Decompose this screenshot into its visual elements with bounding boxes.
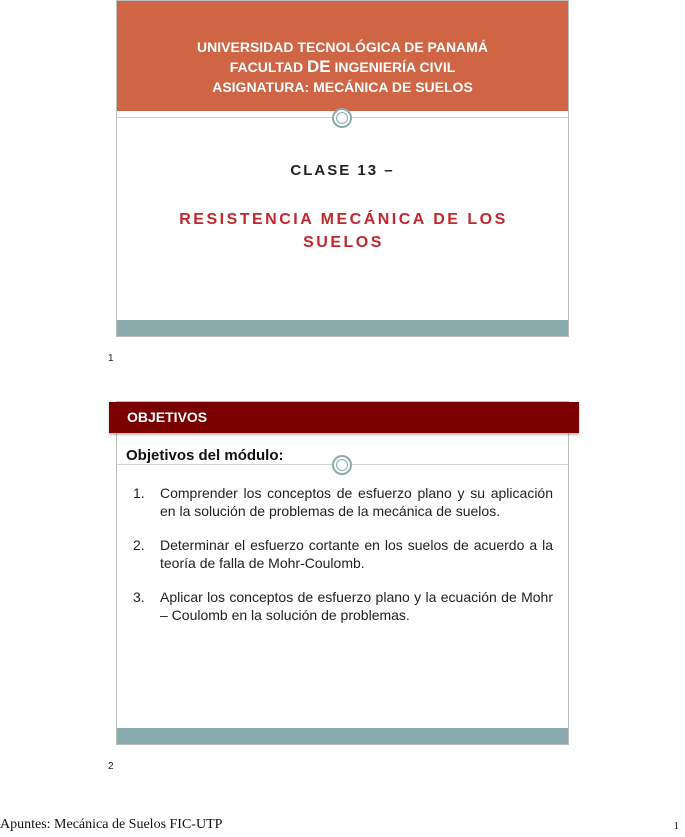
objectives-list [133, 485, 553, 641]
slide-2-number: 2 [108, 761, 114, 772]
document-page-number: 1 [673, 820, 679, 832]
list-item [133, 589, 553, 624]
list-item-number: 1. [133, 485, 145, 501]
slide-2 [116, 401, 569, 745]
slide-1-number: 1 [108, 353, 114, 364]
university-name: UNIVERSIDAD TECNOLÓGICA DE PANAMÁ [197, 39, 488, 55]
slide-2-subtitle: Objetivos del módulo: [126, 447, 284, 464]
list-item [133, 485, 553, 520]
list-item-text: Aplicar los conceptos de esfuerzo plano y la ecuación de Mohr – Coulomb en la solución de problemas. [160, 589, 553, 623]
subject-name: ASIGNATURA: MECÁNICA DE SUELOS [212, 79, 473, 95]
list-item [133, 537, 553, 572]
faculty-name-part: FACULTAD [229, 59, 307, 75]
circle-ornament-icon [332, 108, 352, 128]
list-item-text: Determinar el esfuerzo cortante en los suelos de acuerdo a la teoría de falla de Mohr-Coulomb. [160, 537, 553, 571]
faculty-name-part: DE [306, 57, 331, 76]
list-item-number: 3. [133, 589, 145, 605]
slide-footer-bar [117, 320, 568, 336]
slide-1 [116, 0, 569, 337]
slide-2-header: OBJETIVOS [109, 402, 579, 433]
faculty-name [117, 57, 568, 77]
slide-1-header [117, 1, 568, 111]
circle-ornament-icon [332, 455, 352, 475]
list-item-text: Comprender los conceptos de esfuerzo plano y su aplicación en la solución de problemas de la mecánica de suelos. [160, 485, 553, 519]
list-item-number: 2. [133, 537, 145, 553]
class-number: CLASE 13 – [290, 162, 395, 179]
slide-footer-bar [117, 728, 568, 744]
slide-1-title: RESISTENCIA MECÁNICA DE LOS SUELOS [179, 211, 508, 251]
faculty-name-part: INGENIERÍA CIVIL [330, 59, 456, 75]
document-footer: Apuntes: Mecánica de Suelos FIC-UTP [0, 817, 223, 832]
